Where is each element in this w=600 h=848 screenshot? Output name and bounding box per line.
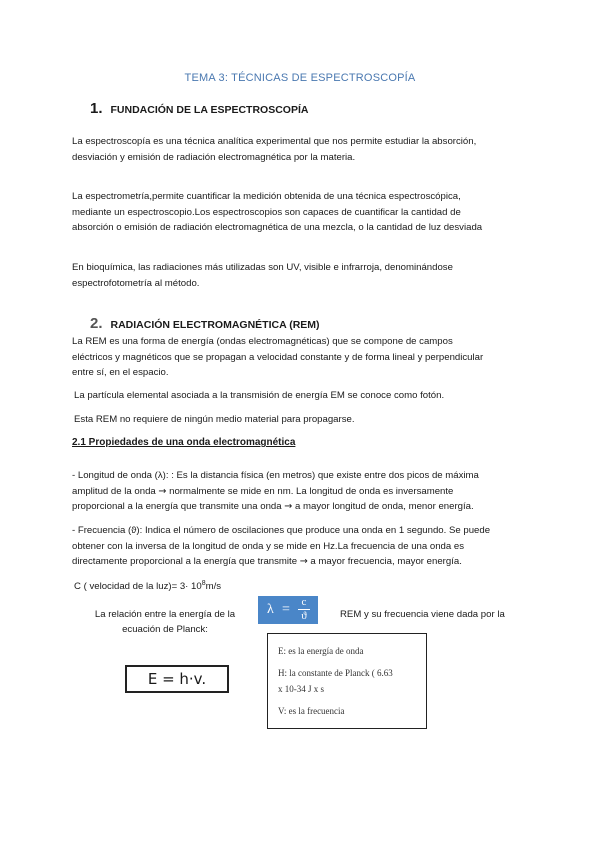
planck-intro-left [80, 607, 250, 637]
text-line: obtener con la inversa de la longitud de onda y se mide en Hz.La frecuencia de una onda es [72, 540, 465, 552]
speed-of-light [74, 580, 221, 592]
legend-line: x 10-34 J x s [278, 684, 325, 694]
arrow-icon: → [299, 556, 308, 567]
text-fragment: a mayor longitud de onda, menor energía. [292, 501, 474, 512]
planck-intro-right: REM y su frecuencia viene dada por la [340, 609, 505, 620]
wavelength-formula [258, 596, 318, 624]
text-line: mediante un espectroscopio.Los espectroscopios son capaces de cuantificar la cantidad de [72, 206, 461, 218]
lambda-symbol: λ [267, 602, 274, 617]
planck-legend-box [267, 633, 427, 729]
text-line [72, 484, 542, 500]
text-line: espectrofotometría al método. [72, 277, 200, 289]
text-line [72, 554, 542, 570]
paragraph-espectroscopia [72, 134, 542, 165]
paragraph-frecuencia [72, 523, 542, 570]
text-fragment: amplitud de la onda [72, 485, 156, 497]
planck-equation-box: E = h·v. [125, 665, 229, 693]
paragraph-medio: Esta REM no requiere de ningún medio material para propagarse. [74, 414, 355, 425]
legend-line: E: es la energía de onda [278, 646, 364, 656]
text-line: eléctricos y magnéticos que se propagan a velocidad constante y de forma lineal y perpendicular [72, 351, 484, 363]
equals-sign: = [282, 602, 290, 617]
text-line: En bioquímica, las radiaciones más utilizadas son UV, visible e infrarroja, denominándose [72, 262, 453, 273]
paragraph-foton: La partícula elemental asociada a la transmisión de energía EM se conoce como fotón. [74, 390, 445, 401]
section-2-heading [90, 315, 320, 332]
legend-line: V: es la frecuencia [278, 706, 345, 716]
section-2-number: 2. [90, 315, 103, 332]
paragraph-longitud-onda [72, 468, 542, 515]
paragraph-rem [72, 334, 542, 381]
text-fragment: proporcional a la energía que transmite una onda [72, 501, 285, 512]
paragraph-espectrometria [72, 189, 542, 236]
text-line: La REM es una forma de energía (ondas electromagnéticas) que se compone de campos [72, 336, 453, 347]
speed-exponent: 8 [201, 580, 206, 587]
text-line [72, 499, 542, 515]
speed-unit: m/s [205, 581, 222, 593]
text-line: - Longitud de onda (λ): : Es la distancia física (en metros) que existe entre dos picos de máxima [72, 470, 479, 481]
text-fragment: directamente proporcional a la energía que transmite [72, 556, 300, 567]
text-line: absorción o emisión de radiación electromagnética de una mezcla, o la cantidad de luz desviada [72, 222, 483, 233]
text-line: ecuación de Planck: [122, 624, 208, 635]
text-line: La espectroscopía es una técnica analítica experimental que nos permite estudiar la absorción, [72, 136, 477, 147]
formula-numerator: c [301, 596, 307, 608]
text-line: entre sí, en el espacio. [72, 367, 169, 378]
section-1-label: FUNDACIÓN DE LA ESPECTROSCOPÍA [110, 104, 309, 116]
arrow-icon: → [158, 485, 167, 497]
section-1-number: 1. [90, 100, 103, 117]
text-fragment: a mayor frecuencia, mayor energía. [307, 556, 462, 567]
text-fragment: normalmente se mide en nm. La longitud de onda es inversamente [166, 485, 454, 497]
subsection-heading: 2.1 Propiedades de una onda electromagnética [72, 437, 296, 448]
legend-line: H: la constante de Planck ( 6.63 [278, 668, 393, 678]
section-2-label: RADIACIÓN ELECTROMAGNÉTICA (REM) [110, 319, 320, 331]
speed-text: C ( velocidad de la luz)= 3· 10 [74, 581, 202, 593]
section-1-heading [90, 100, 308, 117]
text-line: - Frecuencia (ϑ): Indica el número de oscilaciones que produce una onda en 1 segundo. Se puede [72, 525, 491, 536]
paragraph-bioquimica [72, 260, 542, 291]
text-line: La espectrometría,permite cuantificar la medición obtenida de una técnica espectroscópica, [72, 191, 461, 202]
arrow-icon: → [284, 501, 293, 512]
text-line: La relación entre la energía de la [94, 609, 236, 620]
text-line: desviación y emisión de radiación electromagnética por la materia. [72, 151, 356, 163]
page-title: TEMA 3: TÉCNICAS DE ESPECTROSCOPÍA [184, 72, 416, 84]
formula-denominator: ϑ [301, 610, 307, 622]
